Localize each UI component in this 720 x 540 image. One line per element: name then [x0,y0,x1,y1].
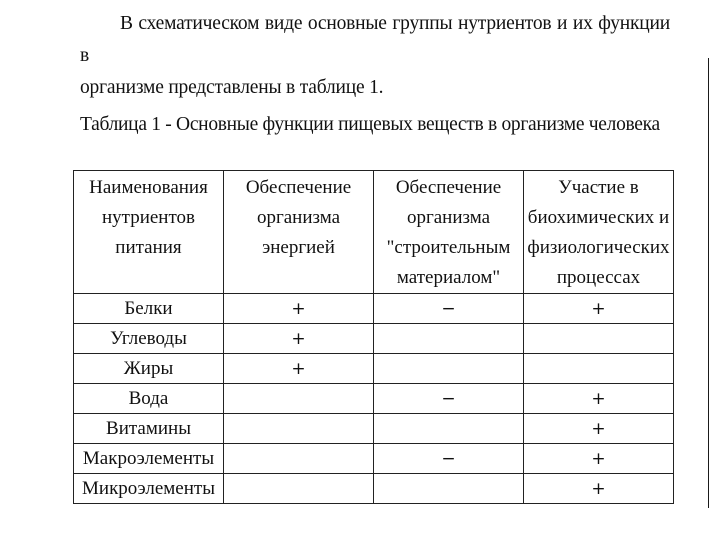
header-nutrient-names: Наименования нутриентов питания [74,171,224,294]
table-row [74,414,674,444]
energy-cell [224,414,374,444]
nutrient-name: Белки [74,294,224,324]
table-row [74,294,674,324]
energy-cell: + [224,294,374,324]
table-caption: Таблица 1 - Основные функции пищевых веществ в организме человека [80,114,660,135]
processes-cell [524,354,674,384]
header-building-material: Обеспечение организма "строительным материалом" [374,171,524,294]
nutrient-name: Макроэлементы [74,444,224,474]
header-processes: Участие в биохимических и физиологических процессах [524,171,674,294]
building-cell: − [374,444,524,474]
processes-cell [524,324,674,354]
intro-paragraph [80,8,670,104]
building-cell [374,414,524,444]
intro-line-1: В схематическом виде основные группы нутриентов и их функции в [80,13,670,66]
table-row [74,444,674,474]
building-cell [374,324,524,354]
table-row [74,384,674,414]
energy-cell: + [224,324,374,354]
processes-cell: + [524,444,674,474]
nutrient-name: Микроэлементы [74,474,224,504]
building-cell [374,354,524,384]
processes-cell: + [524,414,674,444]
building-cell [374,474,524,504]
energy-cell [224,474,374,504]
nutrient-name: Жиры [74,354,224,384]
nutrient-name: Углеводы [74,324,224,354]
table-row [74,474,674,504]
nutrients-table [73,170,674,504]
table-row [74,354,674,384]
page-edge-rule [708,58,709,508]
table-row [74,324,674,354]
processes-cell: + [524,384,674,414]
energy-cell [224,384,374,414]
intro-line-2: организме представлены в таблице 1. [80,77,384,98]
nutrient-name: Витамины [74,414,224,444]
energy-cell [224,444,374,474]
header-energy: Обеспечение организма энергией [224,171,374,294]
processes-cell: + [524,474,674,504]
nutrient-name: Вода [74,384,224,414]
building-cell: − [374,294,524,324]
energy-cell: + [224,354,374,384]
processes-cell: + [524,294,674,324]
building-cell: − [374,384,524,414]
table-header-row [74,171,674,294]
